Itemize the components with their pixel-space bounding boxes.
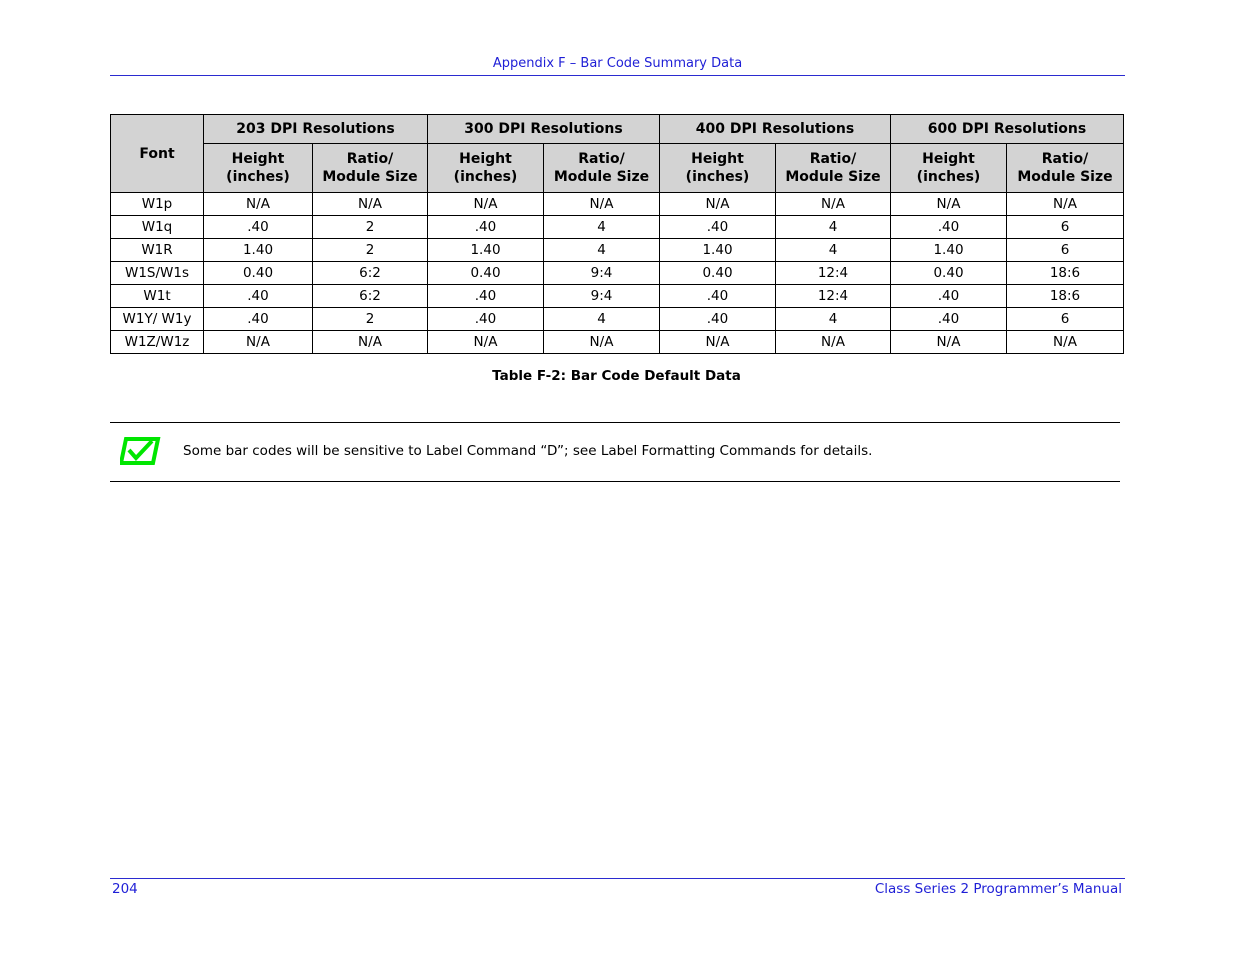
group-header-300dpi: 300 DPI Resolutions: [428, 115, 660, 144]
font-cell: W1Z/W1z: [111, 331, 204, 354]
value-cell: .40: [204, 216, 313, 239]
height-column-header: Height (inches): [428, 144, 544, 193]
value-cell: N/A: [891, 193, 1007, 216]
table-row: [111, 285, 1124, 308]
value-cell: 0.40: [660, 262, 776, 285]
table-row: [111, 308, 1124, 331]
note-rule-top: [110, 422, 1120, 423]
value-cell: 9:4: [544, 285, 660, 308]
value-cell: N/A: [660, 193, 776, 216]
header-rule: [110, 75, 1125, 76]
font-cell: W1p: [111, 193, 204, 216]
value-cell: 4: [776, 239, 891, 262]
value-cell: N/A: [544, 193, 660, 216]
value-cell: N/A: [428, 331, 544, 354]
table-row: [111, 262, 1124, 285]
value-cell: 0.40: [428, 262, 544, 285]
value-cell: N/A: [313, 331, 428, 354]
value-cell: N/A: [428, 193, 544, 216]
ratio-column-header: Ratio/ Module Size: [776, 144, 891, 193]
value-cell: 4: [776, 308, 891, 331]
table-row: [111, 239, 1124, 262]
value-cell: N/A: [891, 331, 1007, 354]
value-cell: 6: [1007, 308, 1124, 331]
value-cell: .40: [891, 285, 1007, 308]
value-cell: .40: [660, 308, 776, 331]
value-cell: 4: [544, 308, 660, 331]
table-row: [111, 216, 1124, 239]
value-cell: 4: [544, 239, 660, 262]
height-column-header: Height (inches): [204, 144, 313, 193]
value-cell: N/A: [1007, 193, 1124, 216]
group-header-600dpi: 600 DPI Resolutions: [891, 115, 1124, 144]
ratio-column-header: Ratio/ Module Size: [313, 144, 428, 193]
value-cell: N/A: [1007, 331, 1124, 354]
value-cell: .40: [660, 216, 776, 239]
value-cell: .40: [204, 308, 313, 331]
value-cell: N/A: [313, 193, 428, 216]
footer-rule: [110, 878, 1125, 879]
value-cell: 0.40: [891, 262, 1007, 285]
value-cell: .40: [428, 308, 544, 331]
value-cell: .40: [891, 308, 1007, 331]
table-row: [111, 331, 1124, 354]
value-cell: N/A: [204, 193, 313, 216]
value-cell: .40: [204, 285, 313, 308]
value-cell: 6: [1007, 216, 1124, 239]
group-header-203dpi: 203 DPI Resolutions: [204, 115, 428, 144]
table-row: [111, 193, 1124, 216]
value-cell: 1.40: [204, 239, 313, 262]
value-cell: 2: [313, 239, 428, 262]
note-checkbox-icon: [120, 435, 162, 467]
value-cell: .40: [428, 285, 544, 308]
font-column-header: Font: [111, 115, 204, 193]
ratio-column-header: Ratio/ Module Size: [544, 144, 660, 193]
running-header: Appendix F – Bar Code Summary Data: [492, 56, 743, 71]
height-column-header: Height (inches): [660, 144, 776, 193]
page-number: 204: [112, 881, 138, 897]
value-cell: 6:2: [313, 262, 428, 285]
value-cell: .40: [428, 216, 544, 239]
font-cell: W1Y/ W1y: [111, 308, 204, 331]
value-cell: N/A: [776, 331, 891, 354]
value-cell: 2: [313, 308, 428, 331]
value-cell: N/A: [544, 331, 660, 354]
value-cell: 9:4: [544, 262, 660, 285]
group-header-400dpi: 400 DPI Resolutions: [660, 115, 891, 144]
note-text: Some bar codes will be sensitive to Label Command “D”; see Label Formatting Commands for details.: [183, 443, 873, 459]
value-cell: 4: [544, 216, 660, 239]
note-rule-bottom: [110, 481, 1120, 482]
bar-code-default-table: [110, 114, 1124, 354]
value-cell: 1.40: [660, 239, 776, 262]
table-caption: Table F-2: Bar Code Default Data: [492, 368, 741, 384]
value-cell: 12:4: [776, 285, 891, 308]
font-cell: W1q: [111, 216, 204, 239]
value-cell: .40: [891, 216, 1007, 239]
font-cell: W1R: [111, 239, 204, 262]
ratio-column-header: Ratio/ Module Size: [1007, 144, 1124, 193]
font-cell: W1t: [111, 285, 204, 308]
height-column-header: Height (inches): [891, 144, 1007, 193]
manual-title: Class Series 2 Programmer’s Manual: [874, 881, 1122, 897]
value-cell: N/A: [204, 331, 313, 354]
value-cell: 18:6: [1007, 285, 1124, 308]
value-cell: 0.40: [204, 262, 313, 285]
value-cell: 1.40: [428, 239, 544, 262]
value-cell: 12:4: [776, 262, 891, 285]
font-cell: W1S/W1s: [111, 262, 204, 285]
value-cell: 6: [1007, 239, 1124, 262]
value-cell: N/A: [776, 193, 891, 216]
value-cell: .40: [660, 285, 776, 308]
value-cell: 2: [313, 216, 428, 239]
value-cell: 6:2: [313, 285, 428, 308]
value-cell: 1.40: [891, 239, 1007, 262]
value-cell: 4: [776, 216, 891, 239]
value-cell: N/A: [660, 331, 776, 354]
value-cell: 18:6: [1007, 262, 1124, 285]
